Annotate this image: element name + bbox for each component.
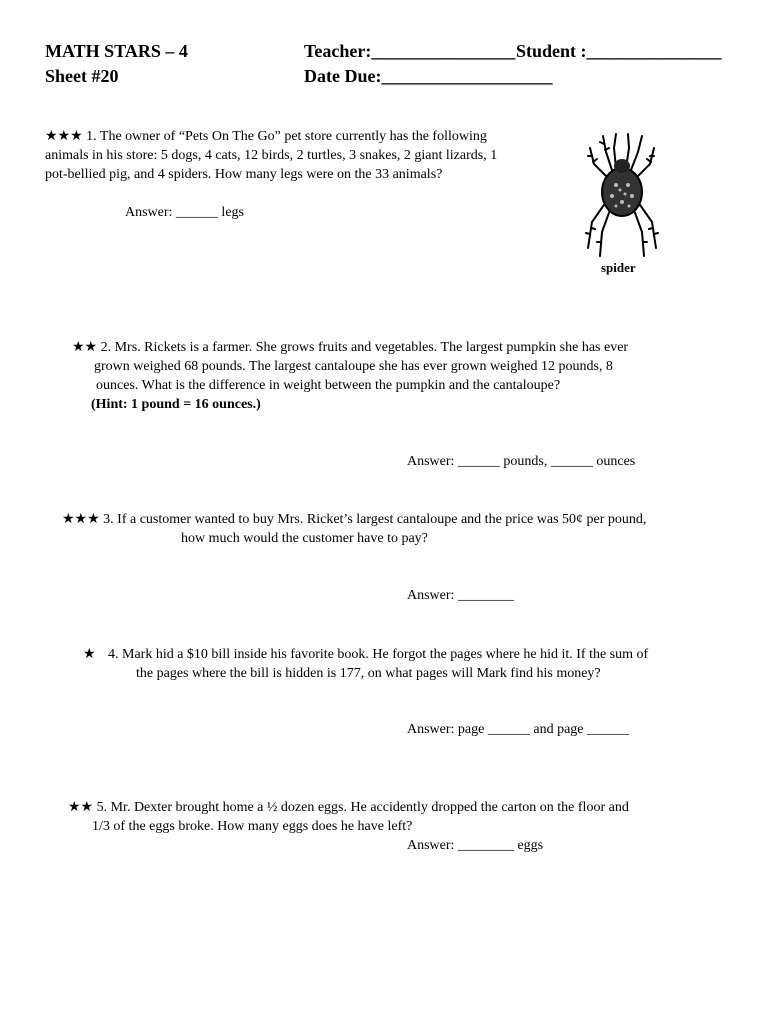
problem-4-line-2: the pages where the bill is hidden is 177, on what pages will Mark find his money?	[136, 666, 601, 681]
problem-3-answer[interactable]: Answer: ________	[407, 588, 514, 603]
student-field[interactable]: Student :_______________	[516, 41, 722, 61]
problem-1-answer[interactable]: Answer: ______ legs	[125, 205, 244, 220]
problem-4-star: ★	[83, 647, 96, 662]
problem-5-line-2: 1/3 of the eggs broke. How many eggs does he have left?	[92, 819, 413, 834]
problem-5-answer[interactable]: Answer: ________ eggs	[407, 838, 544, 853]
spider-label: spider	[601, 260, 636, 275]
problem-3-line-2: how much would the customer have to pay?	[181, 531, 428, 546]
problem-1-line-1: ★★★ 1. The owner of “Pets On The Go” pet store currently has the following	[45, 129, 487, 144]
teacher-field[interactable]: Teacher:________________	[304, 41, 516, 61]
problem-2-line-1: ★★ 2. Mrs. Rickets is a farmer. She grows fruits and vegetables. The largest pumpkin she has ever	[72, 340, 629, 355]
problem-4-line-1: 4. Mark hid a $10 bill inside his favorite book. He forgot the pages where he hid it. If the sum of	[108, 647, 649, 662]
problem-2-line-3: ounces. What is the difference in weight between the pumpkin and the cantaloupe?	[96, 378, 561, 393]
date-due-field[interactable]: Date Due:___________________	[304, 66, 553, 86]
problem-2-hint: (Hint: 1 pound = 16 ounces.)	[91, 397, 261, 412]
problem-1-line-3: pot-bellied pig, and 4 spiders. How many legs were on the 33 animals?	[45, 167, 443, 182]
spider-illustration	[576, 130, 666, 280]
sheet-number: Sheet #20	[45, 66, 119, 86]
spider-icon	[576, 130, 666, 260]
problem-3-line-1: ★★★ 3. If a customer wanted to buy Mrs. Ricket’s largest cantaloupe and the price was 50¢ per pound,	[62, 512, 647, 527]
problem-2-line-2: grown weighed 68 pounds. The largest cantaloupe she has ever grown weighed 12 pounds, 8	[94, 359, 613, 374]
problem-5-line-1: ★★ 5. Mr. Dexter brought home a ½ dozen eggs. He accidently dropped the carton on the floor and	[68, 800, 629, 815]
problem-4-answer[interactable]: Answer: page ______ and page ______	[407, 722, 630, 737]
problem-2-answer[interactable]: Answer: ______ pounds, ______ ounces	[407, 454, 636, 469]
worksheet-title: MATH STARS – 4	[45, 41, 188, 61]
problem-1-line-2: animals in his store: 5 dogs, 4 cats, 12 birds, 2 turtles, 3 snakes, 2 giant lizards, 1	[45, 148, 498, 163]
